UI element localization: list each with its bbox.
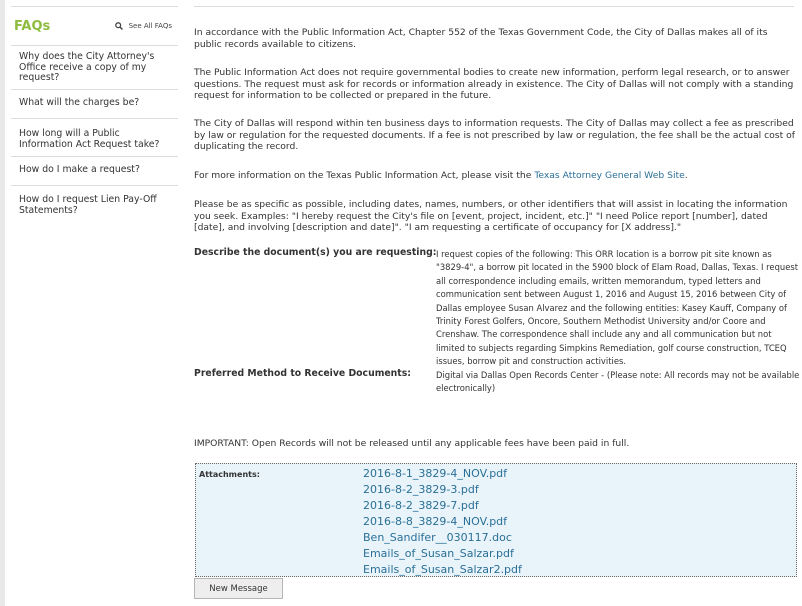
- more-info-text: For more information on the Texas Public Information Act, please visit the: [194, 170, 535, 181]
- response-time-paragraph: The City of Dallas will respond within ten business days to information requests. The City of Dallas may collect a fee as prescribed by law or regulation for the requested documents. If a fee is not prescribed by law or regulation, the fee shall be the actual cost of duplicating the record.: [194, 118, 795, 152]
- attachment-link[interactable]: Emails_of_Susan_Salzar2.pdf: [363, 563, 522, 576]
- see-all-faqs-label: See All FAQs: [128, 22, 172, 30]
- attachment-link[interactable]: 2016-8-2_3829-7.pdf: [363, 499, 479, 512]
- important-notice: IMPORTANT: Open Records will not be released until any applicable fees have been paid in full.: [194, 438, 630, 449]
- attachment-link[interactable]: Emails_of_Susan_Salzar.pdf: [363, 547, 514, 560]
- attachment-link[interactable]: 2016-8-2_3829-3.pdf: [363, 483, 479, 496]
- more-info-paragraph: [194, 170, 798, 182]
- attorney-general-link[interactable]: Texas Attorney General Web Site: [534, 170, 685, 181]
- faq-item-attorney-copy[interactable]: Why does the City Attorney's Office receive a copy of my request?: [11, 46, 178, 90]
- attachments-label: Attachments:: [199, 470, 260, 479]
- specificity-paragraph: Please be as specific as possible, including dates, names, numbers, or other identifiers that will assist in locating the information you seek. Examples: "I hereby request the City's file on [event, project, incident, etc.]" "I need Police report [number], dated [date], and involving [description and date]". "I am requesting a certificate of occupancy for [X address].": [194, 199, 788, 233]
- act-requirements-paragraph: The Public Information Act does not require governmental bodies to create new information, perform legal research, or to answer questions. The request must ask for records or information already in existence. The City of Dallas will not comply with a standing request for information to be collected or prepared in the future.: [194, 67, 794, 101]
- faq-title: FAQs: [14, 18, 51, 34]
- attachment-link[interactable]: 2016-8-1_3829-4_NOV.pdf: [363, 467, 508, 480]
- attachment-link[interactable]: Ben_Sandifer__030117.doc: [363, 531, 512, 544]
- faq-item-make-request[interactable]: How do I make a request?: [11, 157, 178, 186]
- faq-item-duration[interactable]: How long will a Public Information Act Request take?: [11, 119, 178, 157]
- faq-sidebar: [11, 6, 178, 221]
- more-info-end: .: [684, 170, 688, 181]
- new-message-button[interactable]: New Message: [194, 578, 283, 599]
- search-icon: [115, 22, 123, 30]
- describe-value: I request copies of the following: This ORR location is a borrow pit site known as "3829-4", a borrow pit located in the 5900 block of Elam Road, Dallas, Texas. I request all correspondence including emails, written memorandum, typed letters and communication sent between August 1, 2016 and August 15, 2016 between City of Dallas employee Susan Alvarez and the following entities: Kasey Kauff, Company of Trinity Forest Golfers, Oncore, Southern Methodist University and/or Coore and Crenshaw. The correspondence shall include any and all communication but not limited to subjects regarding Simpkins Remediation, golf course construction, TCEQ issues, borrow pit and construction activities.: [436, 249, 799, 367]
- method-value: Digital via Dallas Open Records Center - (Please note: All records may not be available electronically): [436, 370, 800, 394]
- attachments-panel: [195, 463, 797, 577]
- faq-header: [11, 7, 178, 46]
- faq-item-lien-payoff[interactable]: How do I request Lien Pay-Off Statements?: [19, 194, 157, 216]
- attachment-link[interactable]: 2016-8-8_3829-4_NOV.pdf: [363, 515, 508, 528]
- faq-item-charges[interactable]: What will the charges be?: [11, 90, 178, 119]
- describe-label: Describe the document(s) you are requesting:: [194, 247, 437, 258]
- intro-paragraph: In accordance with the Public Information Act, Chapter 552 of the Texas Government Code, the City of Dallas makes all of its public records available to citizens.: [194, 27, 768, 50]
- attachments-list: [363, 466, 522, 578]
- method-label: Preferred Method to Receive Documents:: [194, 368, 411, 379]
- see-all-faqs-link[interactable]: [115, 22, 178, 30]
- left-border: [0, 0, 5, 606]
- main-top-divider: [194, 6, 794, 7]
